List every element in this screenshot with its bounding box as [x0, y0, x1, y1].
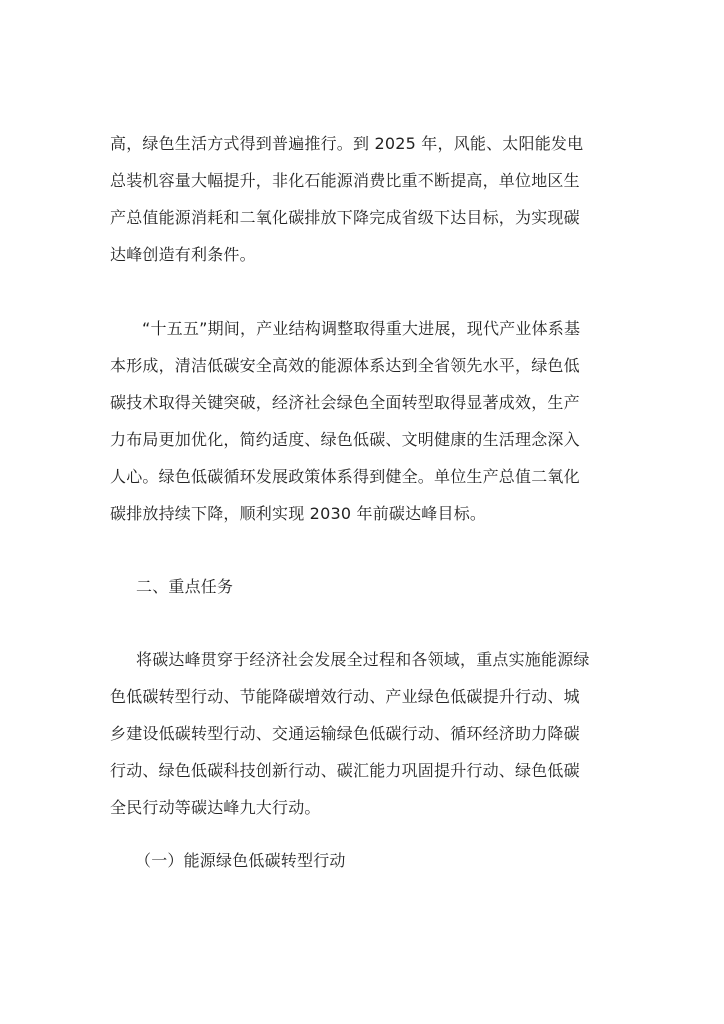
text-line: 行动、绿色低碳科技创新行动、碳汇能力巩固提升行动、绿色低碳	[110, 761, 580, 780]
text-line: 人心。绿色低碳循环发展政策体系得到健全。单位生产总值二氧化	[110, 467, 580, 486]
text-line: 色低碳转型行动、节能降碳增效行动、产业绿色低碳提升行动、城	[110, 687, 580, 706]
text-line: 高，绿色生活方式得到普遍推行。到 2025 年，风能、太阳能发电	[110, 134, 584, 153]
text-line: 本形成，清洁低碳安全高效的能源体系达到全省领先水平，绿色低	[110, 356, 580, 375]
text-line: 碳技术取得关键突破，经济社会绿色全面转型取得显著成效，生产	[110, 393, 580, 412]
text-line: 碳排放持续下降，顺利实现 2030 年前碳达峰目标。	[110, 504, 487, 523]
text-line: 总装机容量大幅提升，非化石能源消费比重不断提高，单位地区生	[110, 171, 580, 190]
section-heading: 二、重点任务	[136, 577, 234, 596]
text-line: 达峰创造有利条件。	[110, 245, 256, 264]
text-line: 产总值能源消耗和二氧化碳排放下降完成省级下达目标，为实现碳	[110, 208, 580, 227]
text-line: 力布局更加优化，简约适度、绿色低碳、文明健康的生活理念深入	[110, 430, 580, 449]
text-line: “十五五”期间，产业结构调整取得重大进展，现代产业体系基	[142, 319, 581, 338]
subsection-heading: （一）能源绿色低碳转型行动	[135, 851, 346, 870]
text-line: 乡建设低碳转型行动、交通运输绿色低碳行动、循环经济助力降碳	[110, 724, 580, 743]
text-line: 将碳达峰贯穿于经济社会发展全过程和各领域，重点实施能源绿	[136, 650, 590, 669]
text-line: 全民行动等碳达峰九大行动。	[110, 798, 321, 817]
